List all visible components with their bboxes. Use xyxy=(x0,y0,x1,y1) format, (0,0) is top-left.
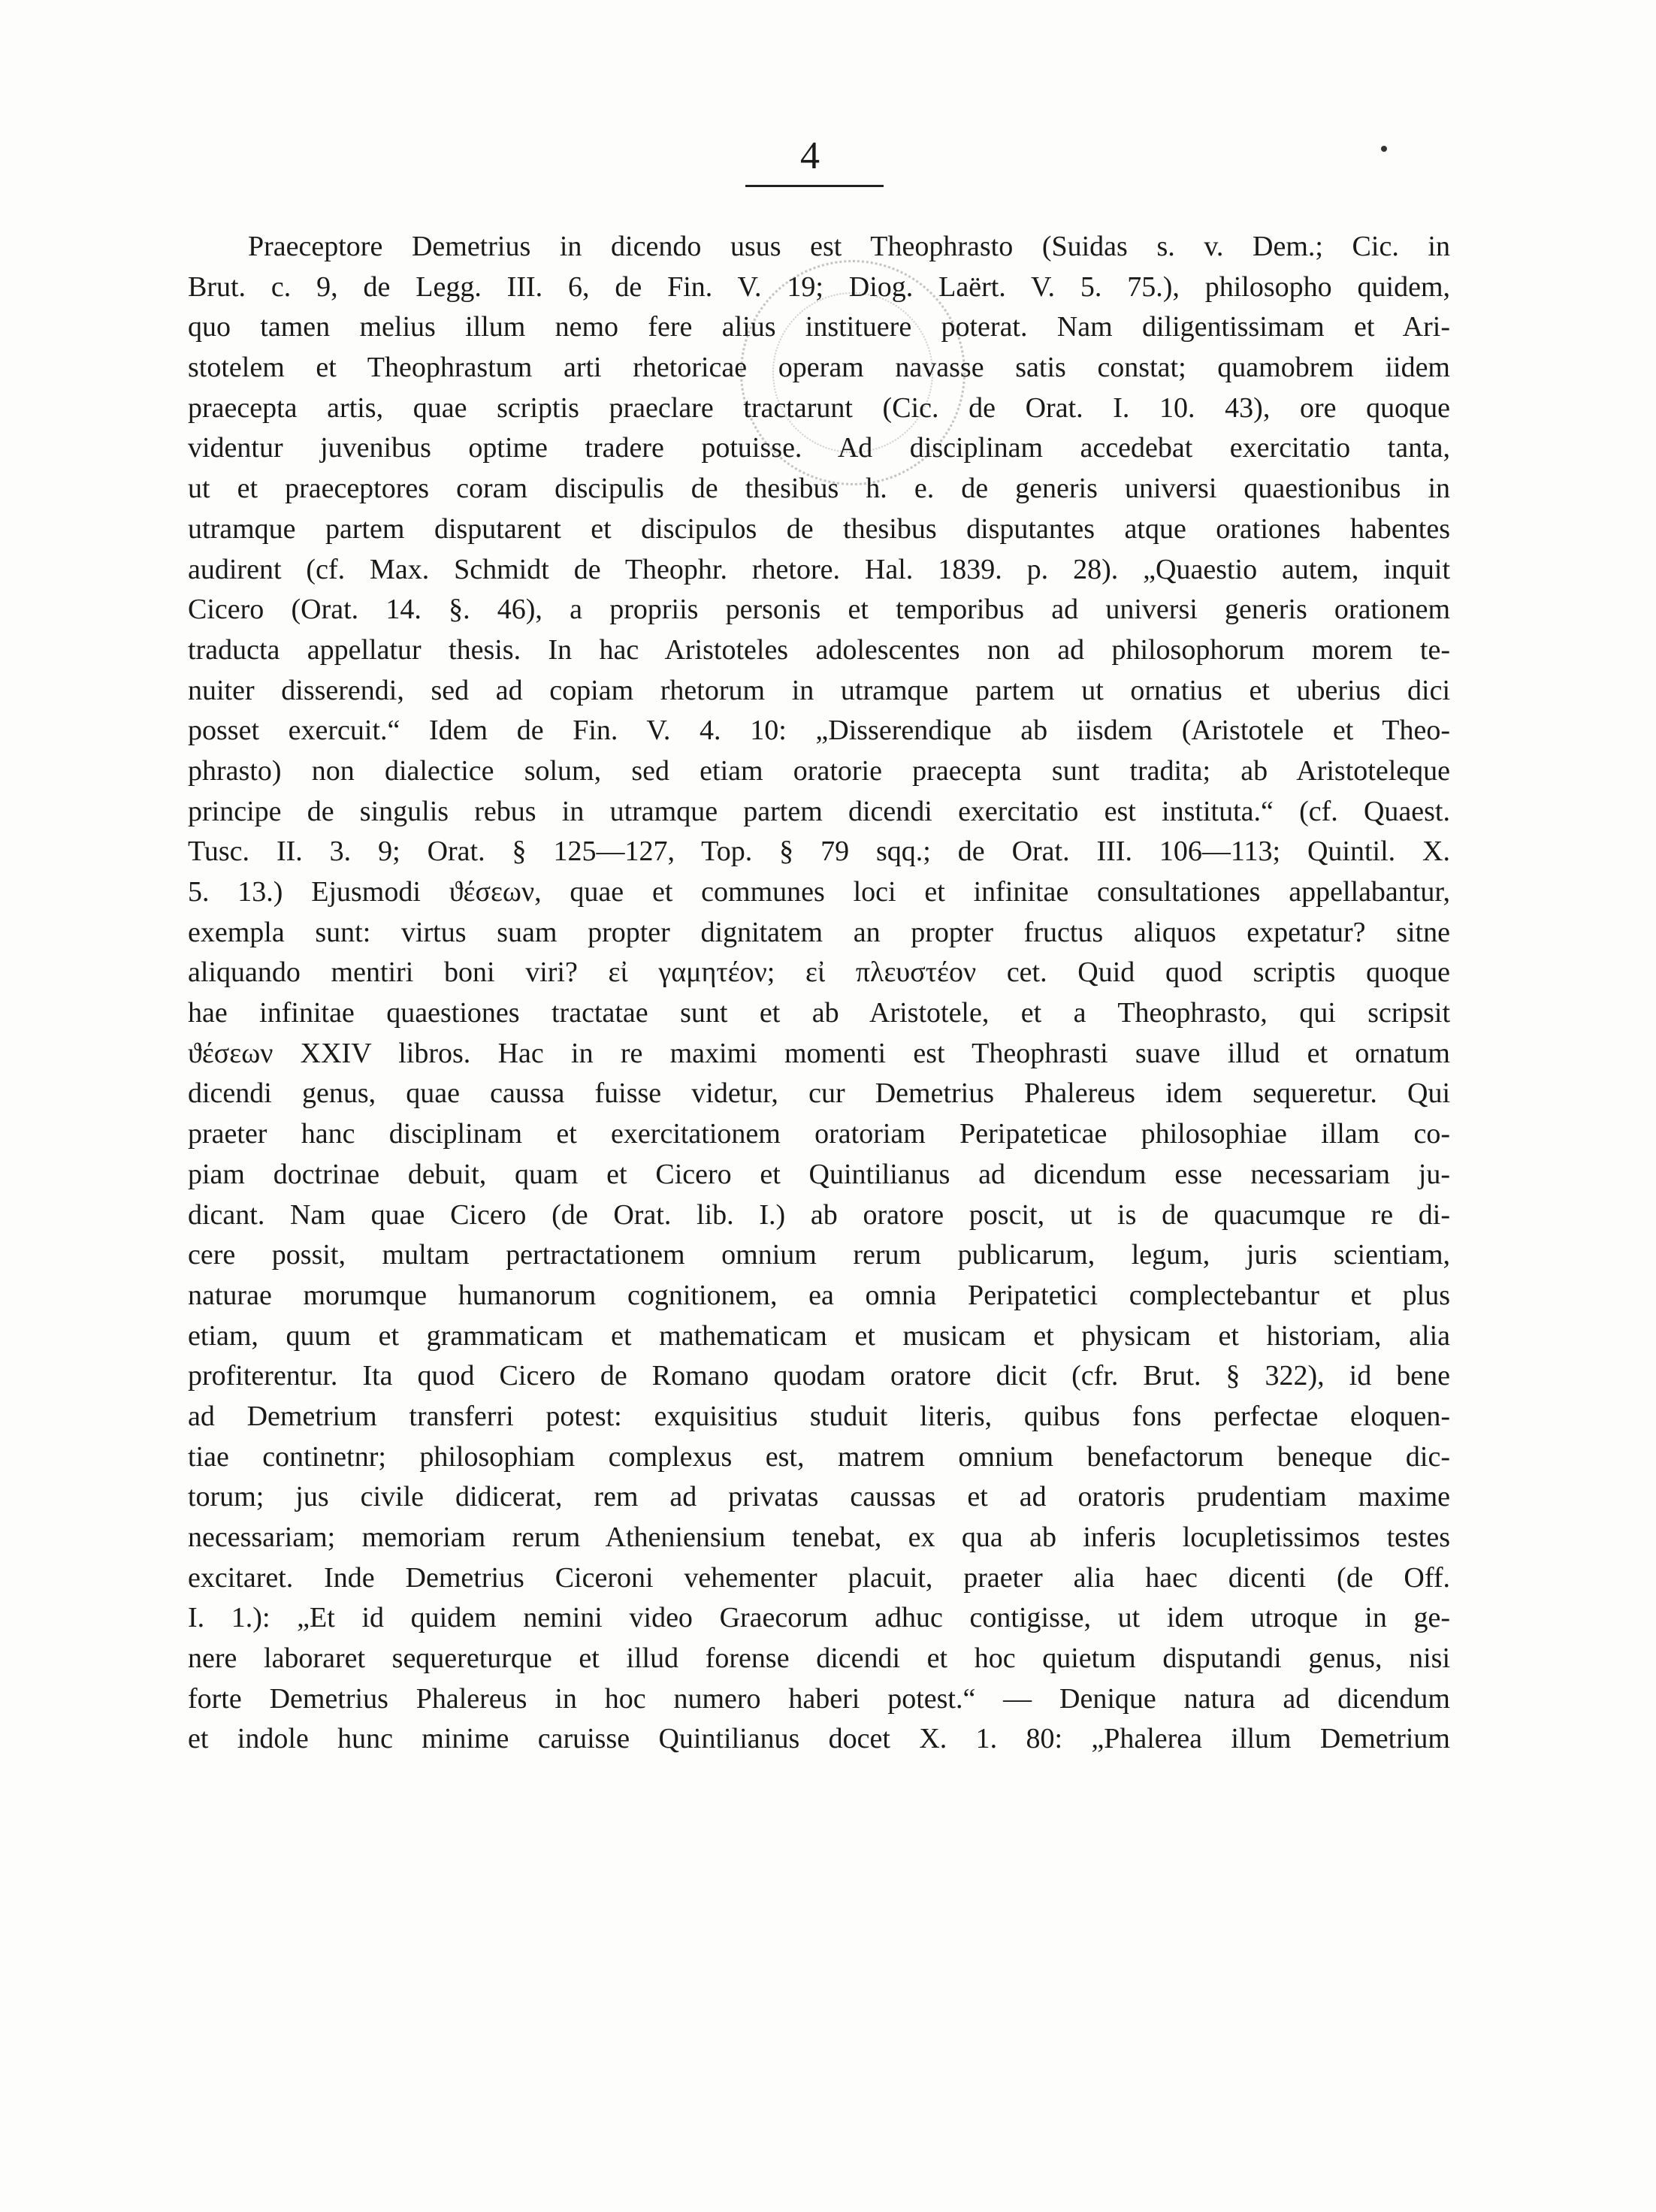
text-line: posset exercuit.“ Idem de Fin. V. 4. 10: „Disserendique ab iisdem (Aristotele et Theo- xyxy=(188,715,1450,747)
text-line: Brut. c. 9, de Legg. III. 6, de Fin. V. 19; Diog. Laërt. V. 5. 75.), philosopho quidem, xyxy=(188,270,1450,303)
text-line: stotelem et Theophrastum arti rhetoricae operam navasse satis constat; quamobrem iidem xyxy=(188,352,1450,384)
text-line: ut et praeceptores coram discipulis de thesibus h. e. de generis universi quaestionibus in xyxy=(188,473,1450,505)
text-line: praecepta artis, quae scriptis praeclare tractarunt (Cic. de Orat. I. 10. 43), ore quoque xyxy=(188,391,1450,424)
text-line: principe de singulis rebus in utramque partem dicendi exercitatio est instituta.“ (cf. Quaest. xyxy=(188,795,1450,827)
text-line: necessariam; memoriam rerum Atheniensium tenebat, ex qua ab inferis locupletissimos testes xyxy=(188,1522,1450,1553)
text-line: naturae morumque humanorum cognitionem, ea omnia Peripatetici complectebantur et plus xyxy=(188,1279,1450,1311)
text-line: phrasto) non dialectice solum, sed etiam oratorie praecepta sunt tradita; ab Aristoteleque xyxy=(188,754,1450,787)
text-line: Tusc. II. 3. 9; Orat. § 125—127, Top. § 79 sqq.; de Orat. III. 106—113; Quintil. X. xyxy=(188,836,1450,868)
text-line: I. 1.): „Et id quidem nemini video Graecorum adhuc contigisse, ut idem utroque in ge- xyxy=(188,1602,1450,1634)
text-line: dicant. Nam quae Cicero (de Orat. lib. I.) ab oratore poscit, ut is de quacumque re di- xyxy=(188,1198,1450,1231)
text-line: Praeceptore Demetrius in dicendo usus est Theophrasto (Suidas s. v. Dem.; Cic. in xyxy=(248,231,1450,262)
text-line: hae infinitae quaestiones tractatae sunt et ab Aristotele, et a Theophrasto, qui scripsit xyxy=(188,997,1450,1029)
text-line: praeter hanc disciplinam et exercitationem oratoriam Peripateticae philosophiae illam co- xyxy=(188,1118,1450,1150)
page-number-rule xyxy=(745,185,884,187)
text-line: forte Demetrius Phalereus in hoc numero haberi potest.“ — Denique natura ad dicendum xyxy=(188,1682,1450,1715)
text-line: audirent (cf. Max. Schmidt de Theophr. rhetore. Hal. 1839. p. 28). „Quaestio autem, inquit xyxy=(188,553,1450,585)
text-line: nere laboraret sequereturque et illud forense dicendi et hoc quietum disputandi genus, nisi xyxy=(188,1642,1450,1675)
text-line: etiam, quum et grammaticam et mathematicam et musicam et physicam et historiam, alia xyxy=(188,1319,1450,1352)
text-line: aliquando mentiri boni viri? εἰ γαμητέον; εἰ πλευστέον cet. Quid quod scriptis quoque xyxy=(188,956,1450,989)
text-line: cere possit, multam pertractationem omnium rerum publicarum, legum, juris scientiam, xyxy=(188,1239,1450,1271)
text-line: dicendi genus, quae caussa fuisse videtur, cur Demetrius Phalereus idem sequeretur. Qui xyxy=(188,1077,1450,1110)
text-line: piam doctrinae debuit, quam et Cicero et Quintilianus ad dicendum esse necessariam ju- xyxy=(188,1158,1450,1190)
text-line: ad Demetrium transferri potest: exquisitius studuit literis, quibus fons perfectae eloquen- xyxy=(188,1400,1450,1432)
text-line: nuiter disserendi, sed ad copiam rhetorum in utramque partem ut ornatius et uberius dici xyxy=(188,674,1450,706)
text-line: videntur juvenibus optime tradere potuisse. Ad disciplinam accedebat exercitatio tanta, xyxy=(188,432,1450,464)
text-line: profiterentur. Ita quod Cicero de Romano quodam oratore dicit (cfr. Brut. § 322), id bene xyxy=(188,1360,1450,1392)
text-line: Cicero (Orat. 14. §. 46), a propriis personis et temporibus ad universi generis orationem xyxy=(188,594,1450,626)
text-line: quo tamen melius illum nemo fere alius instituere poterat. Nam diligentissimam et Ari- xyxy=(188,311,1450,343)
text-line: ϑέσεων XXIV libros. Hac in re maximi momenti est Theophrasti suave illud et ornatum xyxy=(188,1037,1450,1069)
body-text xyxy=(188,227,1450,1760)
text-line: traducta appellatur thesis. In hac Aristoteles adolescentes non ad philosophorum morem te- xyxy=(188,633,1450,666)
text-line: torum; jus civile didicerat, rem ad privatas caussas et ad oratoris prudentiam maxime xyxy=(188,1481,1450,1513)
text-line: tiae continetnr; philosophiam complexus est, matrem omnium benefactorum beneque dic- xyxy=(188,1440,1450,1473)
text-line: utramque partem disputarent et discipulos de thesibus disputantes atque orationes habentes xyxy=(188,512,1450,545)
text-line: et indole hunc minime caruisse Quintilianus docet X. 1. 80: „Phalerea illum Demetrium xyxy=(188,1723,1450,1755)
text-line: exempla sunt: virtus suam propter dignitatem an propter fructus aliquos expetatur? sitne xyxy=(188,916,1450,948)
text-line: 5. 13.) Ejusmodi ϑέσεων, quae et communes loci et infinitae consultationes appellabantur, xyxy=(188,876,1450,908)
page-number: 4 xyxy=(800,134,820,177)
text-line: excitaret. Inde Demetrius Ciceroni vehementer placuit, praeter alia haec dicenti (de Off. xyxy=(188,1561,1450,1594)
